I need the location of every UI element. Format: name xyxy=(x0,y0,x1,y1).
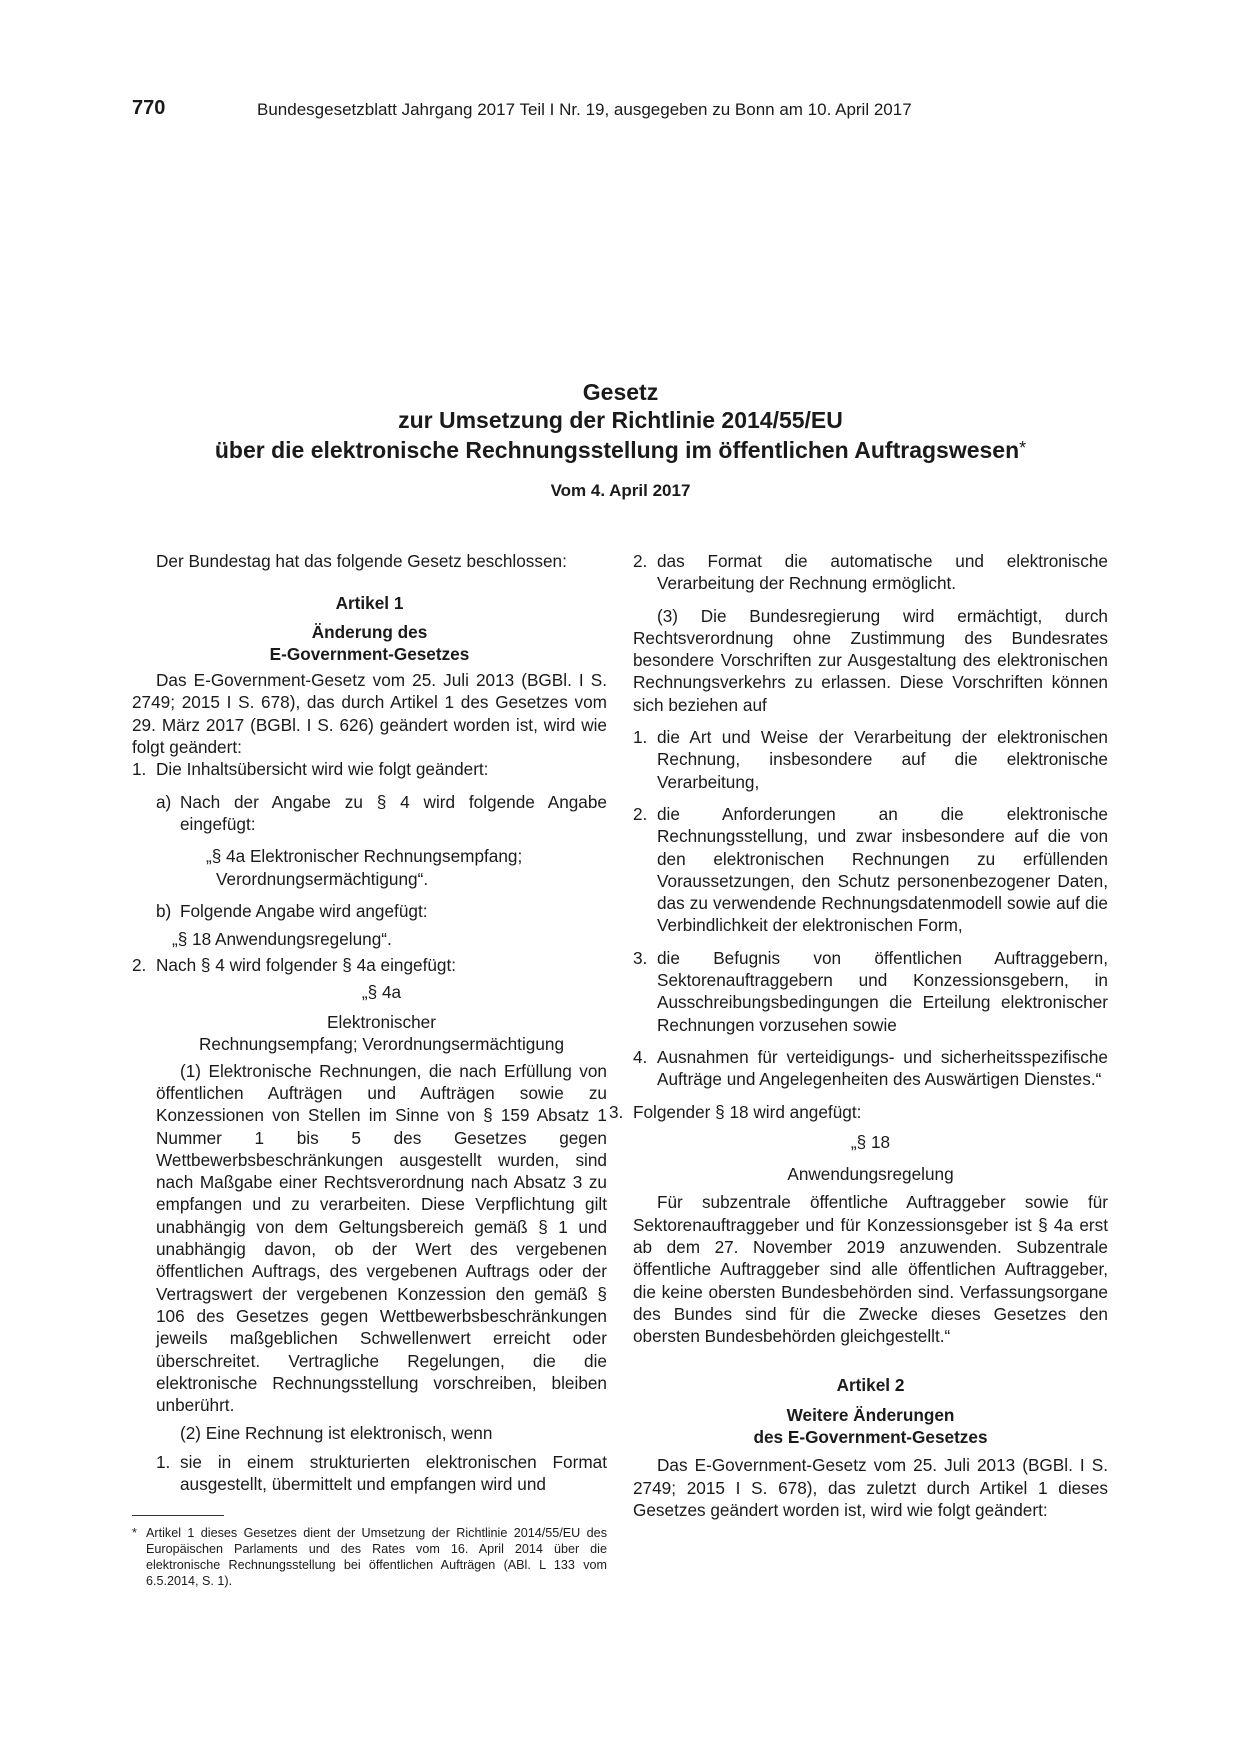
article-2-heading: Artikel 2 xyxy=(836,1374,905,1395)
list-item: a) Nach der Angabe zu § 4 wird folgende Angabe eingefügt: xyxy=(156,791,607,834)
quote: „§ 18 Anwendungsregelung“. xyxy=(172,929,392,950)
header-line: Bundesgesetzblatt Jahrgang 2017 Teil I Nr. 19, ausgegeben zu Bonn am 10. April 2017 xyxy=(257,100,912,119)
paragraph-2: (2) Eine Rechnung ist elektronisch, wenn xyxy=(180,1423,493,1444)
title-line-1: Gesetz xyxy=(582,379,659,405)
law-date: Vom 4. April 2017 xyxy=(550,481,691,500)
section-4a-heading: „§ 4a xyxy=(361,981,402,1002)
left-column xyxy=(132,550,607,1495)
right-column xyxy=(609,550,1108,1521)
list-item: 2. die Anforderungen an die elektronische Rechnungsstellung, und zwar insbesondere auf die von den elektronischen Rechnungen zu erfüllenden Voraussetzungen, den Schutz personenbezogener Daten, das zu verwendende Rechnungsdatenmodell sowie auf die Verbindlichkeit der elektronischen Form, xyxy=(633,803,1108,936)
footnote-marker: * xyxy=(1019,438,1027,458)
title-line-2: zur Umsetzung der Richtlinie 2014/55/EU xyxy=(398,407,843,433)
article-2-body: Das E-Government-Gesetz vom 25. Juli 2013 (BGBl. I S. 2749; 2015 I S. 678), das zuletzt durch Artikel 1 dieses Gesetzes geändert worden ist, wird wie folgt geändert: xyxy=(633,1455,1108,1520)
list-item: 1. sie in einem strukturierten elektronischen Format ausgestellt, übermittelt und empfangen wird und xyxy=(156,1451,607,1494)
section-18-body: Für subzentrale öffentliche Auftraggeber sowie für Sektorenauftraggeber und für Konzessionsgeber ist § 4a erst ab dem 27. November 2019 anzuwenden. Subzentrale öffentliche Auftraggeber sind alle öffentlichen Auftraggeber, die keine obersten Bundesbehörden sind. Verfassungsorgane des Bundes sind für die Zwecke dieses Gesetzes den obersten Bundesbehörden gleichgestellt.“ xyxy=(633,1192,1108,1347)
list-item: 1. die Art und Weise der Verarbeitung der elektronischen Rechnung, insbesondere auf die elektronische Verarbeitung, xyxy=(633,727,1108,792)
list-item: 3. die Befugnis von öffentlichen Auftraggebern, Sektorenauftraggebern und Konzessionsgebern, in Ausschreibungsbedingungen die Erteilung elektronischer Rechnungen vorzusehen sowie xyxy=(633,947,1108,1035)
footnote-marker: * xyxy=(132,1526,137,1540)
preamble: Der Bundestag hat das folgende Gesetz beschlossen: xyxy=(156,551,567,571)
list-item: b) Folgende Angabe wird angefügt: xyxy=(156,900,428,921)
list-item: 1. Die Inhaltsübersicht wird wie folgt geändert: xyxy=(132,759,489,780)
list-item: 3. Folgender § 18 wird angefügt: xyxy=(609,1101,862,1122)
article-2-title-2: des E-Government-Gesetzes xyxy=(753,1427,988,1448)
list-item: 4. Ausnahmen für verteidigungs- und sicherheitsspezifische Aufträge und Angelegenheiten des Auswärtigen Dienstes.“ xyxy=(633,1046,1108,1090)
page-number: 770 xyxy=(132,97,166,119)
section-4a-title-1: Elektronischer xyxy=(327,1012,436,1033)
quote: „§ 4a Elektronischer Rechnungsempfang; Verordnungsermächtigung“. xyxy=(206,846,523,889)
law-title xyxy=(0,378,1241,464)
paragraph-3: (3) Die Bundesregierung wird ermächtigt, durch Rechtsverordnung ohne Zustimmung des Bundesrates besondere Vorschriften zur Ausgestaltung des elektronischen Rechnungsverkehrs zu erlassen. Diese Vorschriften können sich beziehen auf xyxy=(633,605,1108,715)
section-4a-title-2: Rechnungsempfang; Verordnungsermächtigung xyxy=(199,1034,564,1055)
paragraph-1: (1) Elektronische Rechnungen, die nach Erfüllung von öffentlichen Aufträgen und Aufträgen sowie zu Konzessionen von Stellen im Sinne von § 159 Absatz 1 Nummer 1 bis 5 des Gesetzes gegen Wettbewerbsbeschränkungen ausgestellt wurden, sind nach Maßgabe einer Rechtsverordnung nach Absatz 3 zu empfangen und zu verarbeiten. Diese Verpflichtung gilt unabhängig von dem Geltungsbereich gemäß § 1 und unabhängig davon, ob der Wert des vergebenen öffentlichen Auftrags, des vergebenen Auftrags oder der Vertragswert der vergebenen Konzession den gemäß § 106 des Gesetzes gegen Wettbewerbsbeschränkungen jeweils maßgeblichen Schwellenwert erreicht oder überschreitet. Vertragliche Regelungen, die die elektronische Rechnungsstellung vorschreiben, bleiben unberührt. xyxy=(156,1060,607,1416)
title-line-3: über die elektronische Rechnungsstellung im öffentlichen Auftragswesen* xyxy=(214,437,1027,463)
section-18-title: Anwendungsregelung xyxy=(787,1164,954,1185)
list-item: 2. Nach § 4 wird folgender § 4a eingefügt: xyxy=(132,955,457,976)
list-item: 2. das Format die automatische und elektronische Verarbeitung der Rechnung ermöglicht. xyxy=(633,551,1108,594)
section-18-heading: „§ 18 xyxy=(850,1131,891,1152)
article-1-body: Das E-Government-Gesetz vom 25. Juli 2013 (BGBl. I S. 2749; 2015 I S. 678), das durch Artikel 1 des Gesetzes vom 29. März 2017 (BGBl. I S. 626) geändert worden ist, wird wie folgt geändert: xyxy=(132,670,607,758)
article-1-heading: Artikel 1 xyxy=(335,593,404,614)
article-1-title-1: Änderung des xyxy=(311,621,428,642)
footnote-text: Artikel 1 dieses Gesetzes dient der Umsetzung der Richtlinie 2014/55/EU des Europäischen Parlaments und des Rates vom 16. April 2014 über die elektronische Rechnungsstellung bei öffentlichen Aufträgen (ABl. L 133 vom 6.5.2014, S. 1). xyxy=(146,1526,607,1588)
article-1-title-2: E-Government-Gesetzes xyxy=(269,643,470,664)
article-2-title-1: Weitere Änderungen xyxy=(786,1404,955,1425)
footnote xyxy=(132,1525,607,1589)
footnote-divider xyxy=(132,1515,224,1516)
